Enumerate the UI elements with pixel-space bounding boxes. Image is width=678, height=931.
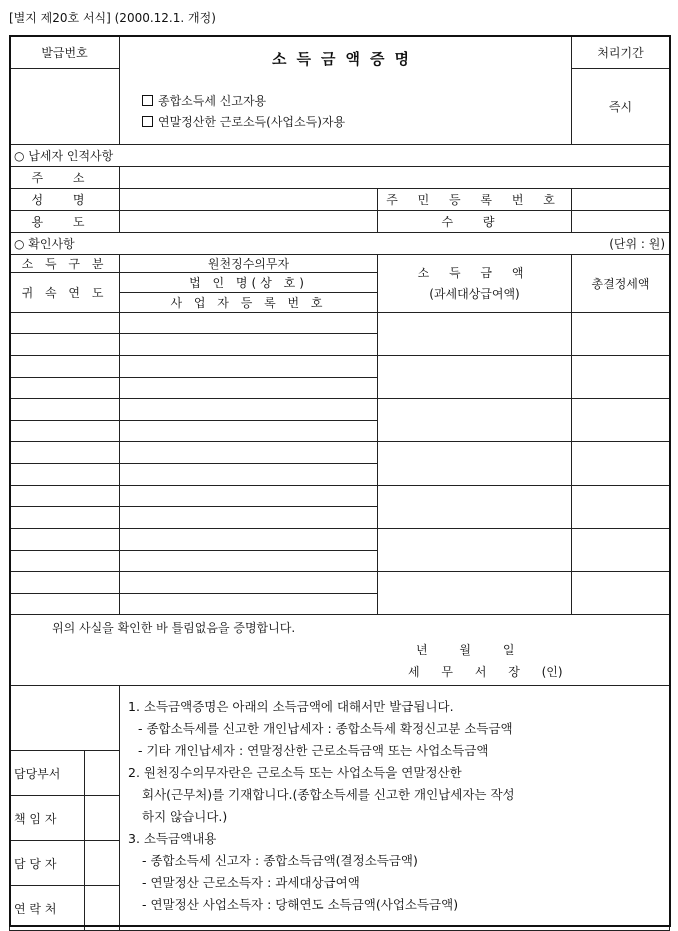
note-line: 회사(근무처)를 기재합니다.(종합소득세를 신고한 개인납세자는 작성 [142,787,515,802]
notes-list [128,696,669,916]
certify-statement: 위의 사실을 확인한 바 틀림없음을 증명합니다. [52,621,296,635]
cell-tax-7[interactable] [572,572,670,615]
note-line: - 연말정산 사업소득자 : 당해연도 소득금액(사업소득금액) [142,897,459,912]
section-confirm: ○ 확인사항 [10,233,572,255]
cell-year-1[interactable] [10,334,120,356]
unit-label: (단위 : 원) [572,233,670,255]
cell-withholder-1[interactable] [120,313,378,334]
option-general-income[interactable]: 종합소득세 신고자용 [142,91,567,112]
col-income-type: 소 득 구 분 [10,255,120,273]
note-line: - 연말정산 근로소득자 : 과세대상급여액 [142,875,360,890]
issue-no-field[interactable] [10,69,120,145]
note-line: - 기타 개인납세자 : 연말정산한 근로소득금액 또는 사업소득금액 [138,743,489,758]
label-responsible: 책 임 자 [10,796,85,841]
cell-income-type-1[interactable] [10,313,120,334]
certify-date: 년 월 일 [416,643,515,657]
cell-amount-7[interactable] [378,572,572,615]
document-title: 소득금액증명 [272,50,419,68]
label-quantity: 수 량 [378,211,572,233]
field-quantity[interactable] [572,211,670,233]
cell-year-6[interactable] [10,551,120,572]
cell-year-2[interactable] [10,378,120,399]
processing-period-value: 즉시 [572,69,670,145]
label-rrn: 주 민 등 록 번 호 [378,189,572,211]
cell-amount-5[interactable] [378,486,572,529]
cell-bizno-7[interactable] [120,594,378,615]
cell-amount-3[interactable] [378,399,572,442]
certificate-form [9,35,670,931]
cell-tax-2[interactable] [572,356,670,399]
col-amount-sub: (과세대상급여액) [429,286,520,301]
note-line: - 종합소득세 신고자 : 종합소득금액(결정소득금액) [142,853,418,868]
cell-bizno-2[interactable] [120,378,378,399]
cell-withholder-2[interactable] [120,356,378,378]
cell-year-4[interactable] [10,464,120,486]
staff-blank [10,686,120,751]
cell-amount-2[interactable] [378,356,572,399]
field-responsible[interactable] [85,796,120,841]
option-year-end-settlement[interactable]: 연말정산한 근로소득(사업소득)자용 [142,112,567,133]
field-purpose[interactable] [120,211,378,233]
cell-income-type-6[interactable] [10,529,120,551]
cell-withholder-7[interactable] [120,572,378,594]
cell-withholder-4[interactable] [120,442,378,464]
certify-office: 세 무 서 장 (인) [408,665,563,679]
cell-tax-4[interactable] [572,442,670,486]
cell-year-7[interactable] [10,594,120,615]
label-clerk: 담 당 자 [10,841,85,886]
label-dept: 담당부서 [10,751,85,796]
label-contact: 연 락 처 [10,886,85,931]
field-contact[interactable] [85,886,120,931]
col-amount: 소 득 금 액 [417,265,532,280]
section-taxpayer: ○ 납세자 인적사항 [10,145,670,167]
cell-amount-6[interactable] [378,529,572,572]
field-clerk[interactable] [85,841,120,886]
processing-period-label: 처리기간 [572,36,670,69]
cell-bizno-6[interactable] [120,551,378,572]
field-address[interactable] [120,167,670,189]
cell-year-3[interactable] [10,421,120,442]
checkbox-icon[interactable] [142,95,153,106]
form-header: [별지 제20호 서식] (2000.12.1. 개정) [9,11,216,25]
cell-tax-6[interactable] [572,529,670,572]
cell-bizno-3[interactable] [120,421,378,442]
note-line: 3. 소득금액내용 [128,831,217,846]
cell-tax-5[interactable] [572,486,670,529]
cell-withholder-6[interactable] [120,529,378,551]
cell-income-type-5[interactable] [10,486,120,507]
col-tax: 총결정세액 [572,255,670,313]
field-rrn[interactable] [572,189,670,211]
cell-income-type-3[interactable] [10,399,120,421]
cell-income-type-2[interactable] [10,356,120,378]
note-line: 2. 원천징수의무자란은 근로소득 또는 사업소득을 연말정산한 [128,765,462,780]
cell-income-type-4[interactable] [10,442,120,464]
cell-tax-3[interactable] [572,399,670,442]
col-corp-name: 법 인 명(상 호) [120,273,378,293]
label-address: 주 소 [10,167,120,189]
note-line: 하지 않습니다.) [142,809,228,824]
cell-withholder-5[interactable] [120,486,378,507]
cell-bizno-5[interactable] [120,507,378,529]
cell-income-type-7[interactable] [10,572,120,594]
cell-bizno-4[interactable] [120,464,378,486]
cell-withholder-3[interactable] [120,399,378,421]
note-line: - 종합소득세를 신고한 개인납세자 : 종합소득세 확정신고분 소득금액 [138,721,513,736]
note-line: 1. 소득금액증명은 아래의 소득금액에 대해서만 발급됩니다. [128,699,454,714]
cell-amount-4[interactable] [378,442,572,486]
col-year: 귀 속 연 도 [10,273,120,313]
checkbox-icon[interactable] [142,116,153,127]
col-withholder: 원천징수의무자 [120,255,378,273]
cell-year-5[interactable] [10,507,120,529]
cell-bizno-1[interactable] [120,334,378,356]
field-name[interactable] [120,189,378,211]
label-name: 성 명 [10,189,120,211]
issue-no-label: 발급번호 [10,36,120,69]
col-biz-no: 사 업 자 등 록 번 호 [120,293,378,313]
cell-amount-1[interactable] [378,313,572,356]
cell-tax-1[interactable] [572,313,670,356]
field-dept[interactable] [85,751,120,796]
label-purpose: 용 도 [10,211,120,233]
